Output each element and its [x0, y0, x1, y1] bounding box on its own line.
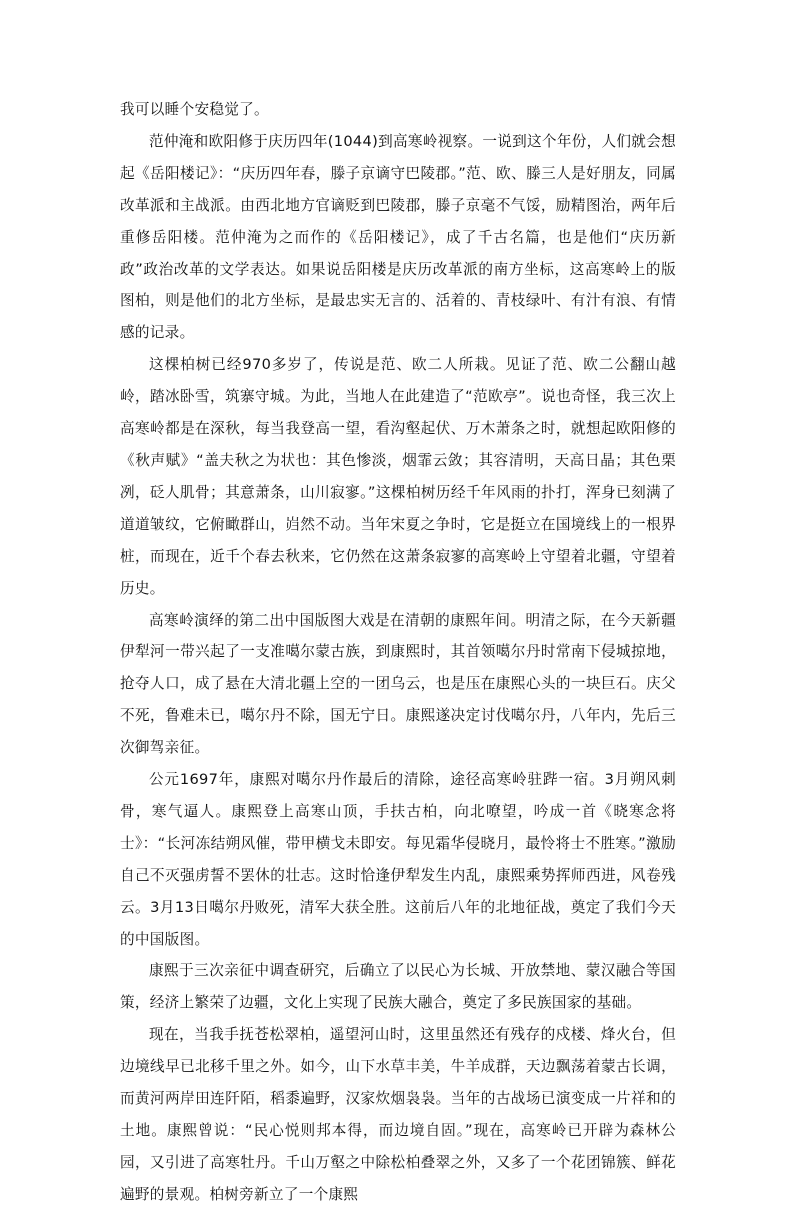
paragraph-fan-ouyang-visit: 范仲淹和欧阳修于庆历四年(1044)到高寒岭视察。一说到这个年份，人们就会想起《岳阳楼记》：“庆历四年春，滕子京谪守巴陵郡。”范、欧、滕三人是好朋友，同属改革派和主战派。由西北地方官谪贬到巴陵郡，滕子京毫不气馁，励精图治，两年后重修岳阳楼。范仲淹为之而作的《岳阳楼记》，成了千古名篇，也是他们“庆历新政”政治改革的文学表达。如果说岳阳楼是庆历改革派的南方坐标，这高寒岭上的版图柏，则是他们的北方坐标，是最忠实无言的、活着的、青枝绿叶、有汁有浪、有情感的记录。	[120, 132, 676, 342]
paragraph-continued: 我可以睡个安稳觉了。	[120, 101, 269, 118]
paragraph-1697-campaign: 公元1697年，康熙对噶尔丹作最后的清除，途径高寒岭驻跸一宿。3月朔风刺骨，寒气逼人。康熙登上高寒山顶，手扶古柏，向北嘹望，吟成一首《晓寒念将士》：“长河冻结朔风催，带甲横戈未即安。每见霜华侵晓月，最怜将士不胜寒。”激励自己不灭强虏誓不罢休的壮志。这时恰逢伊犁发生内乱，康熙乘势挥师西进，风卷残云。3月13日噶尔丹败死，清军大获全胜。这前后八年的北地征战，奠定了我们今天的中国版图。	[120, 771, 676, 948]
paragraph-present-day: 现在，当我手抚苍松翠柏，遥望河山时，这里虽然还有残存的戍楼、烽火台，但边境线早已北移千里之外。如今，山下水草丰美，牛羊成群，天边飘荡着蒙古长调，而黄河两岸田连阡陌，稻黍遍野，汉家炊烟袅袅。当年的古战场已演变成一片祥和的土地。康熙曾说：“民心悦则邦本得，而边境自固。”现在，高寒岭已开辟为森林公园，又引进了高寒牡丹。千山万壑之中除松柏叠翠之外，又多了一个花团锦簇、鲜花遍野的景观。柏树旁新立了一个康熙	[120, 1026, 676, 1203]
article-body	[120, 94, 676, 1211]
paragraph-kangxi-era: 高寒岭演绎的第二出中国版图大戏是在清朝的康熙年间。明清之际，在今天新疆伊犁河一带兴起了一支准噶尔蒙古族，到康熙时，其首领噶尔丹时常南下侵城掠地，抢夺人口，成了悬在大清北疆上空的一团乌云，也是压在康熙心头的一块巨石。庆父不死，鲁难未已，噶尔丹不除，国无宁日。康熙遂决定讨伐噶尔丹，八年内，先后三次御驾亲征。	[120, 611, 676, 757]
paragraph-national-policy: 康熙于三次亲征中调查研究，后确立了以民心为长城、开放禁地、蒙汉融合等国策，经济上繁荣了边疆，文化上实现了民族大融合，奠定了多民族国家的基础。	[120, 962, 676, 1012]
paragraph-ancient-cypress: 这棵柏树已经970多岁了，传说是范、欧二人所栽。见证了范、欧二公翻山越岭，踏冰卧雪，筑寨守城。为此，当地人在此建造了“范欧亭”。说也奇怪，我三次上高寒岭都是在深秋，每当我登高一望，看沟壑起伏、万木萧条之时，就想起欧阳修的《秋声赋》“盖夫秋之为状也：其色惨淡，烟霏云敛；其容清明，天高日晶；其色栗冽，砭人肌骨；其意萧条，山川寂寥。”这棵柏树历经千年风雨的扑打，浑身已刻满了道道皱纹，它俯瞰群山，岿然不动。当年宋夏之争时，它是挺立在国境线上的一根界桩，而现在，近千个春去秋来，它仍然在这萧条寂寥的高寒岭上守望着北疆，守望着历史。	[120, 356, 676, 597]
